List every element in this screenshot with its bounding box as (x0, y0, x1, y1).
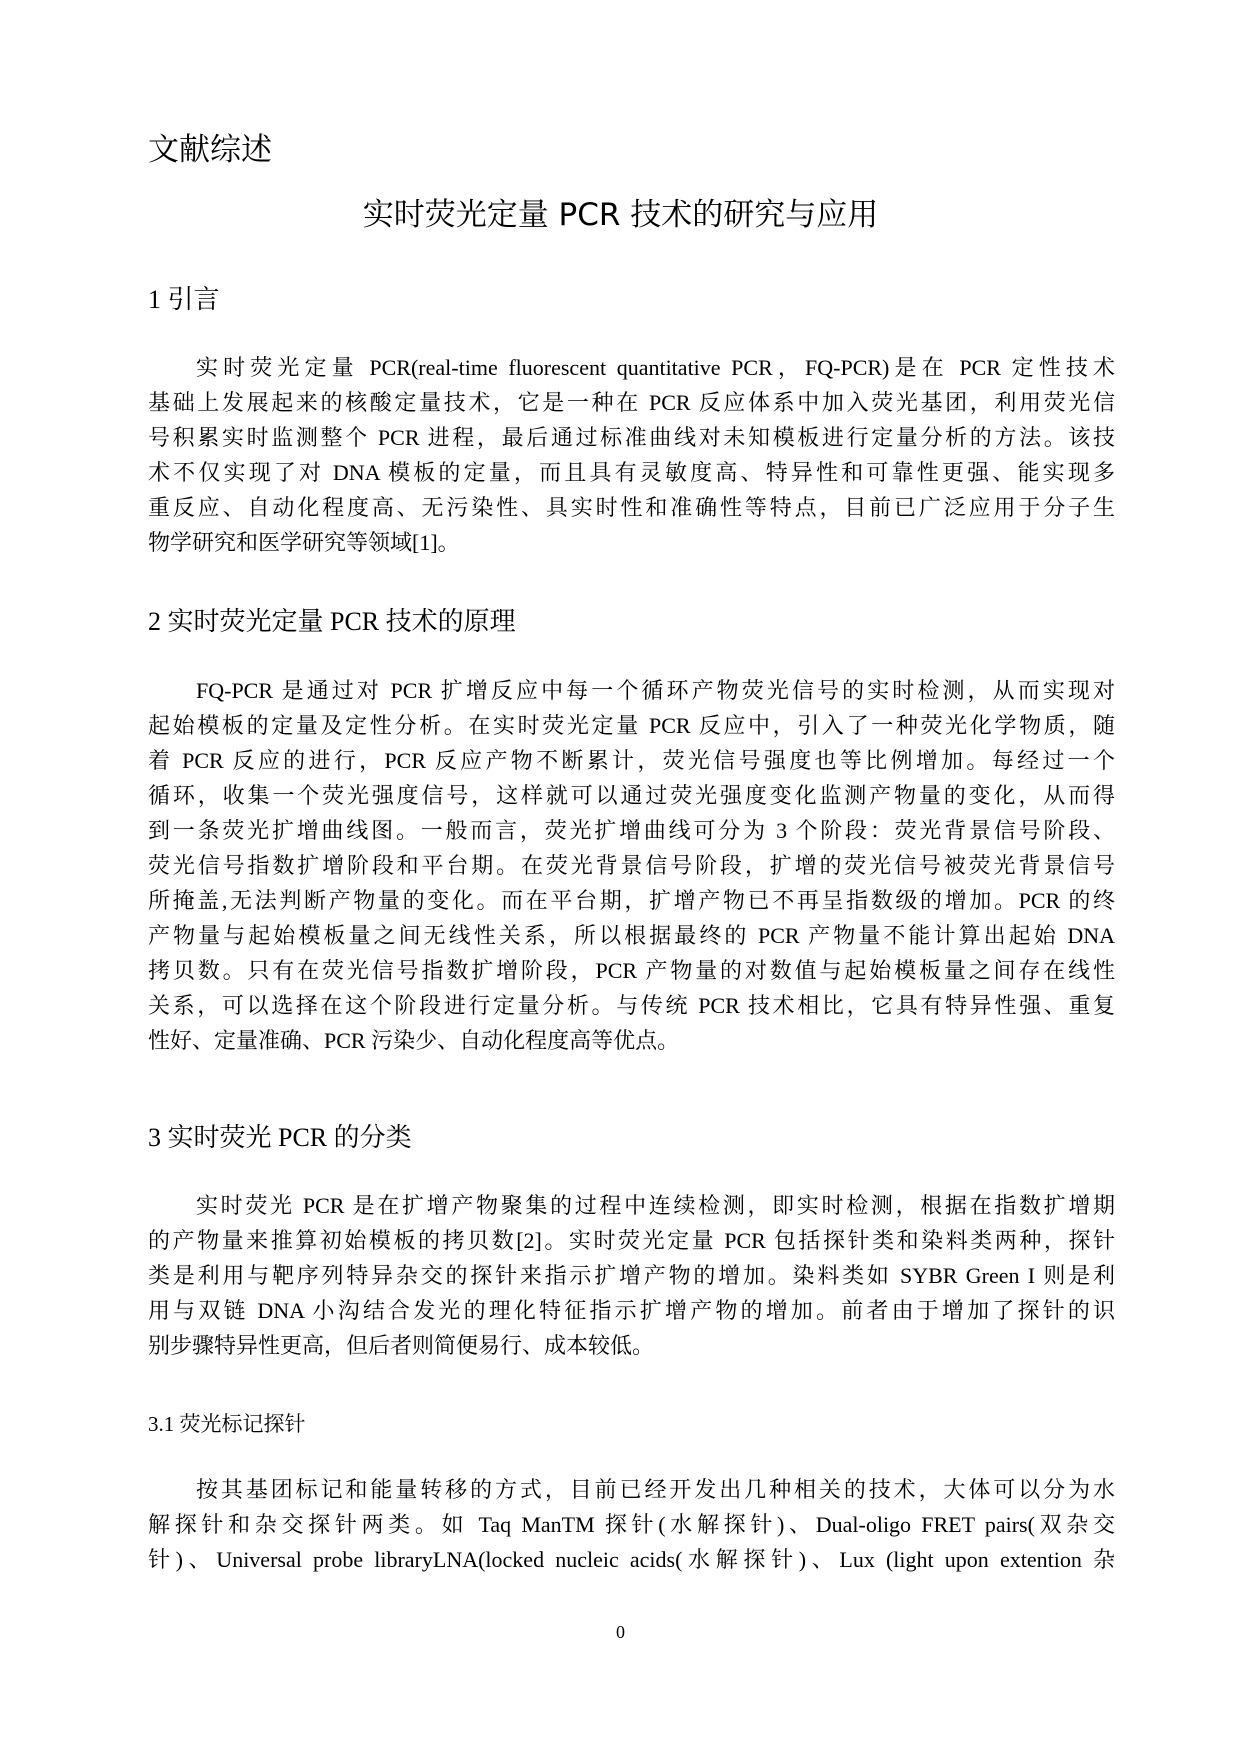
paragraph-line: 产物量与起始模板量之间无线性关系，所以根据最终的 PCR 产物量不能计算出起始 DNA (148, 923, 1115, 948)
subsection-heading-fluorescent-probes: 3.1 荧光标记探针 (148, 1412, 306, 1436)
page-number: 0 (616, 1622, 625, 1642)
paragraph-line: 术不仅实现了对 DNA 模板的定量，而且具有灵敏度高、特异性和可靠性更强、能实现多 (148, 460, 1115, 485)
paragraph-line: 重反应、自动化程度高、无污染性、具实时性和准确性等特点，目前已广泛应用于分子生 (148, 495, 1115, 520)
paragraph-line: FQ-PCR 是通过对 PCR 扩增反应中每一个循环产物荧光信号的实时检测，从而实现对 (196, 678, 1115, 703)
section-heading-principle: 2 实时荧光定量 PCR 技术的原理 (148, 607, 516, 636)
paragraph-line: 起始模板的定量及定性分析。在实时荧光定量 PCR 反应中，引入了一种荧光化学物质，随 (148, 713, 1115, 738)
paragraph-line: 荧光信号指数扩增阶段和平台期。在荧光背景信号阶段，扩增的荧光信号被荧光背景信号 (148, 853, 1115, 878)
paragraph-line: 拷贝数。只有在荧光信号指数扩增阶段，PCR 产物量的对数值与起始模板量之间存在线性 (148, 958, 1115, 983)
section-heading-introduction: 1 引言 (148, 285, 220, 314)
paragraph-line: 用与双链 DNA 小沟结合发光的理化特征指示扩增产物的增加。前者由于增加了探针的识 (148, 1298, 1115, 1323)
paragraph-line: 实时荧光 PCR 是在扩增产物聚集的过程中连续检测，即实时检测，根据在指数扩增期 (196, 1193, 1115, 1218)
paragraph-line: 类是利用与靶序列特异杂交的探针来指示扩增产物的增加。染料类如 SYBR Green I 则是利 (148, 1263, 1115, 1288)
paragraph-line: 别步骤特异性更高，但后者则简便易行、成本较低。 (148, 1333, 655, 1358)
page-title: 实时荧光定量 PCR 技术的研究与应用 (362, 197, 879, 233)
paragraph-line: 解探针和杂交探针两类。如 Taq ManTM 探针(水解探针)、Dual-oligo FRET pairs(双杂交 (148, 1512, 1115, 1537)
section-heading-classification: 3 实时荧光 PCR 的分类 (148, 1123, 412, 1152)
paragraph-introduction (148, 350, 1115, 560)
paragraph-line: 到一条荧光扩增曲线图。一般而言，荧光扩增曲线可分为 3 个阶段：荧光背景信号阶段、 (148, 818, 1115, 843)
paragraph-line: 实时荧光定量 PCR(real-time fluorescent quantitative PCR，FQ-PCR)是在 PCR 定性技术 (196, 355, 1115, 380)
paragraph-principle (148, 673, 1115, 1058)
paragraph-line: 的产物量来推算初始模板的拷贝数[2]。实时荧光定量 PCR 包括探针类和染料类两种，探针 (148, 1228, 1115, 1253)
document-type-label: 文献综述 (148, 132, 272, 168)
paragraph-line: 关系，可以选择在这个阶段进行定量分析。与传统 PCR 技术相比，它具有特异性强、重复 (148, 993, 1115, 1018)
paragraph-line: 基础上发展起来的核酸定量技术，它是一种在 PCR 反应体系中加入荧光基团，利用荧光信 (148, 390, 1115, 415)
paragraph-line: 按其基团标记和能量转移的方式，目前已经开发出几种相关的技术，大体可以分为水 (196, 1477, 1115, 1502)
paragraph-line: 性好、定量准确、PCR 污染少、自动化程度高等优点。 (148, 1028, 680, 1053)
paragraph-fluorescent-probes (148, 1472, 1115, 1577)
paragraph-line: 所掩盖,无法判断产物量的变化。而在平台期，扩增产物已不再呈指数级的增加。PCR 的终 (148, 888, 1115, 913)
paragraph-line: 物学研究和医学研究等领域[1]。 (148, 530, 460, 555)
paragraph-classification (148, 1188, 1115, 1363)
paragraph-line: 号积累实时监测整个 PCR 进程，最后通过标准曲线对未知模板进行定量分析的方法。该技 (148, 425, 1115, 450)
paragraph-line: 循环，收集一个荧光强度信号，这样就可以通过荧光强度变化监测产物量的变化，从而得 (148, 783, 1115, 808)
paragraph-line: 针)、Universal probe libraryLNA(locked nucleic acids(水解探针)、Lux (light upon extention 杂 (148, 1547, 1115, 1572)
paragraph-line: 着 PCR 反应的进行，PCR 反应产物不断累计，荧光信号强度也等比例增加。每经过一个 (148, 748, 1115, 773)
